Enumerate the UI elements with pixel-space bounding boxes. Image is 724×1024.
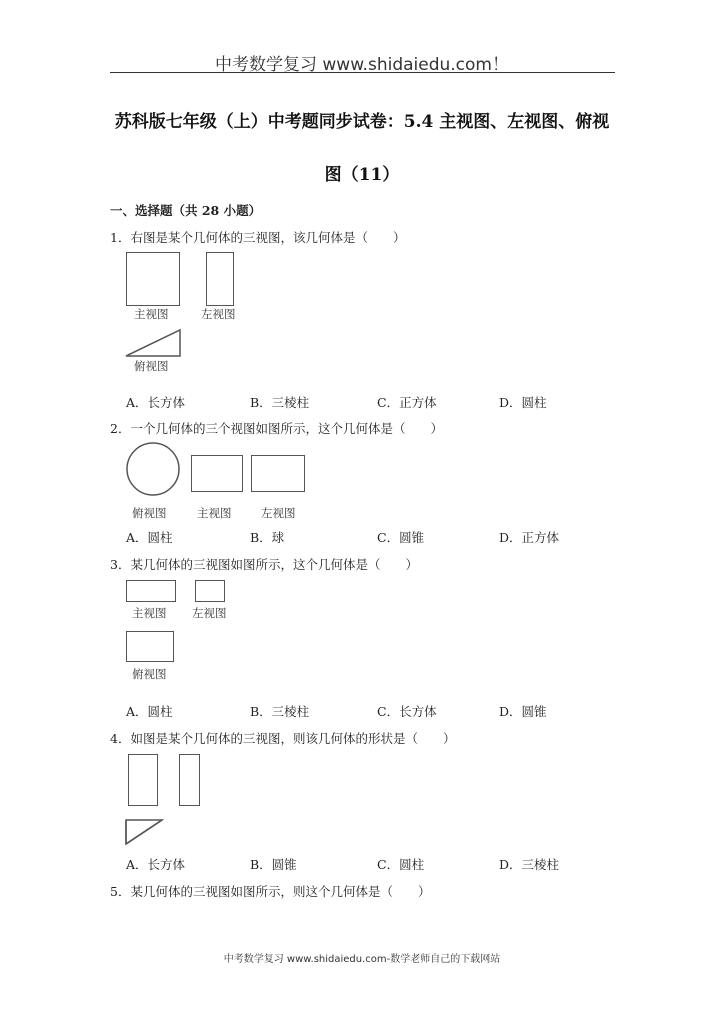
q3-option-c: C．长方体 — [377, 704, 437, 719]
q2-option-c: C．圆锥 — [377, 530, 425, 545]
q1-option-a: A．长方体 — [126, 395, 186, 410]
q2-option-d: D．正方体 — [499, 530, 560, 545]
q1-option-d: D．圆柱 — [499, 395, 547, 410]
header-rule — [110, 72, 615, 73]
q3-front-view-rect — [126, 580, 176, 602]
q3-option-a: A．圆柱 — [126, 704, 173, 719]
q1-option-b: B．三棱柱 — [250, 395, 310, 410]
q2-front-view-rect — [191, 455, 243, 492]
question-2-stem: 2．一个几何体的三个视图如图所示，这个几何体是（ ） — [110, 421, 443, 436]
q4-left-view-rect — [179, 754, 200, 806]
q1-front-view-square — [126, 252, 180, 306]
question-1-stem: 1．右图是某个几何体的三视图，该几何体是（ ） — [110, 230, 406, 245]
q4-option-b: B．圆锥 — [250, 857, 297, 872]
q4-option-a: A．长方体 — [126, 857, 186, 872]
q1-top-view-triangle — [124, 328, 182, 358]
q3-label-front-view: 主视图 — [132, 606, 167, 620]
q3-option-d: D．圆锥 — [499, 704, 547, 719]
question-5-stem: 5．某几何体的三视图如图所示，则这个几何体是（ ） — [110, 884, 431, 899]
q3-left-view-rect — [195, 580, 225, 602]
question-3-stem: 3．某几何体的三视图如图所示，这个几何体是（ ） — [110, 557, 418, 572]
section-heading: 一、选择题（共 28 小题） — [110, 203, 262, 218]
q2-top-view-circle — [124, 442, 182, 496]
q3-top-view-rect — [126, 631, 174, 662]
q4-option-c: C．圆柱 — [377, 857, 425, 872]
q2-option-b: B．球 — [250, 530, 285, 545]
page-header: 中考数学复习 www.shidaiedu.com！ — [215, 55, 509, 75]
q3-label-top-view: 俯视图 — [132, 667, 167, 681]
q2-left-view-rect — [251, 455, 305, 492]
q2-option-a: A．圆柱 — [126, 530, 173, 545]
q2-label-left-view: 左视图 — [261, 506, 296, 520]
document-title-line2: 图（11） — [324, 165, 400, 185]
document-title-line1: 苏科版七年级（上）中考题同步试卷：5.4 主视图、左视图、俯视 — [114, 112, 610, 132]
q4-top-view-triangle — [124, 818, 164, 846]
q1-label-left-view: 左视图 — [201, 307, 236, 321]
q4-option-d: D．三棱柱 — [499, 857, 560, 872]
q2-label-front-view: 主视图 — [197, 506, 232, 520]
q4-front-view-rect — [128, 754, 158, 806]
q2-label-top-view: 俯视图 — [132, 506, 167, 520]
q1-label-front-view: 主视图 — [134, 307, 169, 321]
q1-option-c: C．正方体 — [377, 395, 437, 410]
page-footer: 中考数学复习 www.shidaiedu.com-数学老师自己的下载网站 — [223, 954, 501, 965]
question-4-stem: 4．如图是某个几何体的三视图，则该几何体的形状是（ ） — [110, 731, 456, 746]
q3-option-b: B．三棱柱 — [250, 704, 310, 719]
q1-label-top-view: 俯视图 — [134, 359, 169, 373]
q3-label-left-view: 左视图 — [192, 606, 227, 620]
q1-left-view-rect — [206, 252, 234, 306]
